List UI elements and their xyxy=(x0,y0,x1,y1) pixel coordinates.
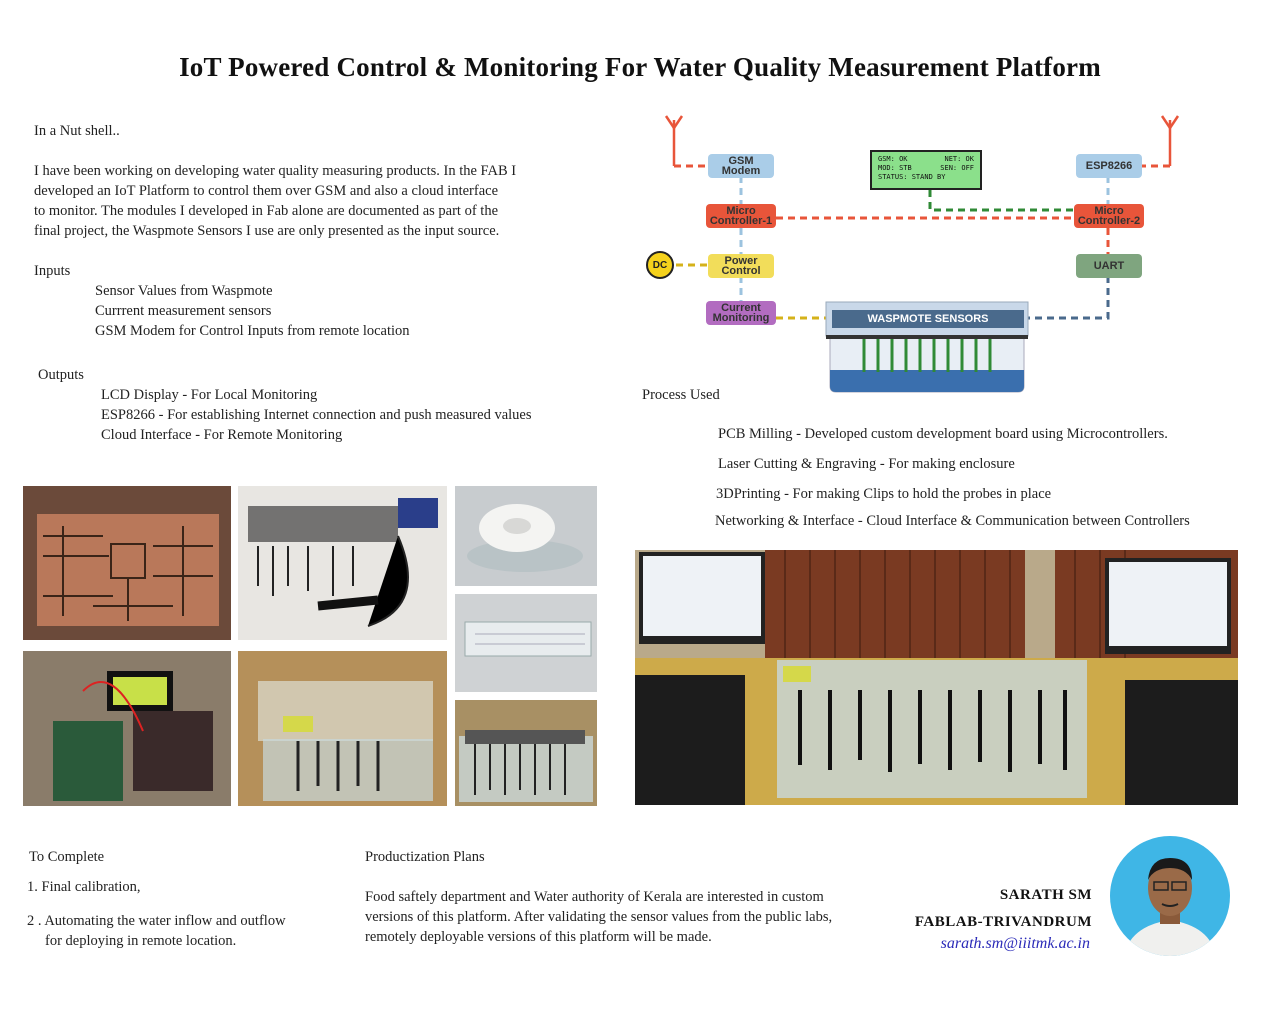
to-complete-item: 2 . Automating the water inflow and outflow xyxy=(27,913,286,929)
productization-heading: Productization Plans xyxy=(365,849,485,865)
output-item: Cloud Interface - For Remote Monitoring xyxy=(101,427,343,443)
uart-block: UART xyxy=(1076,254,1142,278)
probe-array-photo xyxy=(455,700,597,806)
poster-title: IoT Powered Control & Monitoring For Water Quality Measurement Platform xyxy=(179,52,1101,82)
output-item: LCD Display - For Local Monitoring xyxy=(101,387,318,403)
laser-cut-enclosure-photo xyxy=(455,594,597,692)
waspmote-sensors-label: WASPMOTE SENSORS xyxy=(867,313,989,325)
output-item: ESP8266 - For establishing Internet connection and push measured values xyxy=(101,407,532,423)
dc-label: DC xyxy=(652,260,668,271)
lcd-sen-status: SEN: OFF xyxy=(940,164,974,172)
current-monitoring-block: Current Monitoring xyxy=(706,301,776,325)
author-organization: FABLAB-TRIVANDRUM xyxy=(914,914,1092,930)
lcd-controller-photo xyxy=(23,651,231,806)
to-complete-heading: To Complete xyxy=(29,849,105,865)
intro-heading: In a Nut shell.. xyxy=(34,123,120,139)
inputs-list xyxy=(95,281,410,341)
lcd-net-status: NET: OK xyxy=(944,155,974,163)
3d-printed-clip-photo xyxy=(455,486,597,586)
system-block-diagram xyxy=(640,90,1200,400)
process-item: Laser Cutting & Engraving - For making enclosure xyxy=(718,456,1015,472)
lcd-mod-status: MOD: STB xyxy=(878,164,912,172)
final-setup-photo xyxy=(635,550,1238,805)
lcd-gsm-status: GSM: OK xyxy=(878,155,908,163)
process-item: 3DPrinting - For making Clips to hold the probes in place xyxy=(716,486,1052,502)
process-item: PCB Milling - Developed custom development board using Microcontrollers. xyxy=(718,426,1168,442)
pcb-milled-photo xyxy=(23,486,231,640)
antenna-icon xyxy=(666,116,682,166)
process-heading: Process Used xyxy=(642,387,720,403)
outputs-heading: Outputs xyxy=(38,367,84,383)
input-item: GSM Modem for Control Inputs from remote location xyxy=(95,323,410,339)
to-complete-item: 1. Final calibration, xyxy=(27,879,141,895)
intro-line: I have been working on developing water quality measuring products. In the FAB I xyxy=(34,163,517,179)
input-item: Sensor Values from Waspmote xyxy=(95,283,273,299)
esp8266-block: ESP8266 xyxy=(1076,154,1142,178)
intro-paragraph xyxy=(34,161,554,241)
power-control-block: Power Control xyxy=(708,254,774,278)
author-name: SARATH SM xyxy=(999,887,1092,903)
author-email[interactable]: sarath.sm@iiitmk.ac.in xyxy=(940,935,1090,952)
productization-paragraph xyxy=(365,887,885,947)
antenna-icon xyxy=(1162,116,1178,166)
input-item: Currrent measurement sensors xyxy=(95,303,272,319)
productization-line: remotely deployable versions of this platform will be made. xyxy=(365,929,712,945)
intro-line: final project, the Waspmote Sensors I use are only presented as the input source. xyxy=(34,223,500,239)
productization-line: versions of this platform. After validating the sensor values from the public labs, xyxy=(365,909,833,925)
inputs-heading: Inputs xyxy=(34,263,71,279)
intro-line: developed an IoT Platform to control them over GSM and also a cloud interface xyxy=(34,183,498,199)
assembled-boards-photo xyxy=(238,486,447,640)
gsm-modem-block: GSM Modem xyxy=(708,154,774,178)
process-item: Networking & Interface - Cloud Interface & Communication between Controllers xyxy=(715,513,1190,529)
outputs-list xyxy=(101,385,531,445)
tank-prototype-photo xyxy=(238,651,447,806)
lcd-status-line: STATUS: STAND BY xyxy=(878,173,946,181)
productization-line: Food saftely department and Water authority of Kerala are interested in custom xyxy=(365,889,824,905)
to-complete-item: for deploying in remote location. xyxy=(45,933,237,949)
avatar xyxy=(1110,836,1230,956)
micro-controller-1-block: Micro Controller-1 xyxy=(706,204,776,228)
intro-line: to monitor. The modules I developed in Fab alone are documented as part of the xyxy=(34,203,499,219)
micro-controller-2-block: Micro Controller-2 xyxy=(1074,204,1144,228)
lcd-display xyxy=(870,150,982,190)
